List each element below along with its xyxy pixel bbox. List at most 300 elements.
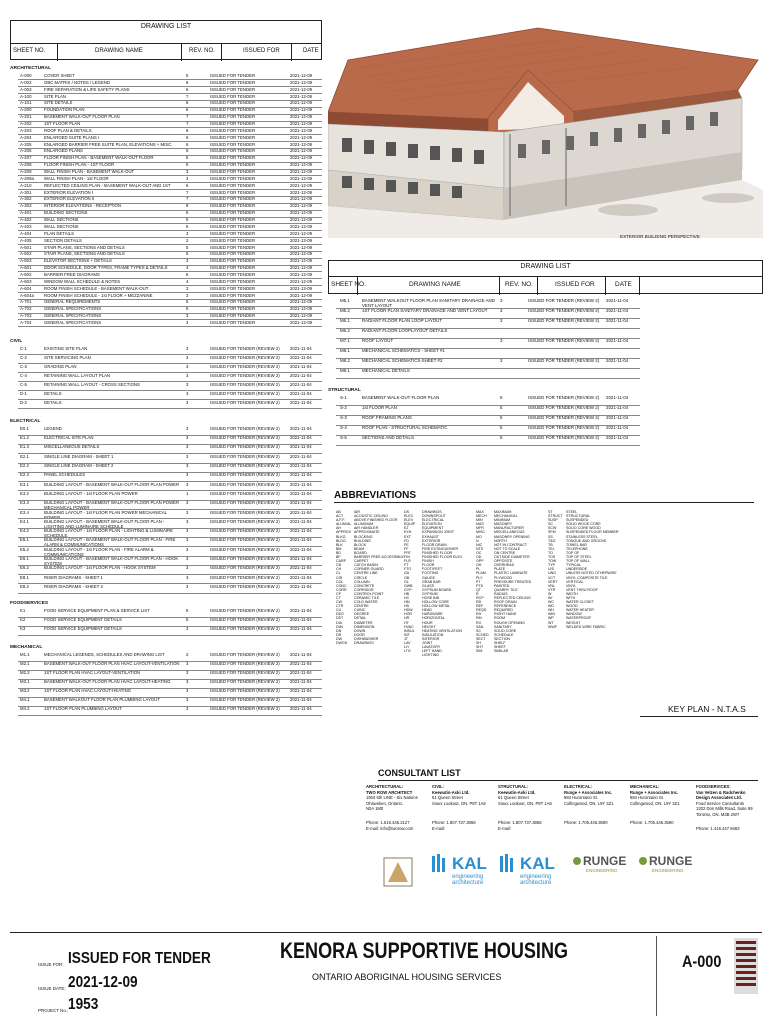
consultant-addr3 bbox=[564, 806, 628, 812]
drawing-name-cell: DETAILS bbox=[44, 399, 62, 405]
date-cell: 2021-12-09 bbox=[290, 196, 312, 202]
drawing-name-cell: ROOF PLAN & DETAILS bbox=[44, 127, 92, 133]
rev-no-cell: 3 bbox=[500, 338, 503, 343]
date-cell: 2021-12-09 bbox=[290, 127, 312, 133]
drawing-name-cell: FOOD SERVICE EQUIPMENT DETAILS bbox=[44, 626, 122, 632]
abbreviation-meaning: WOOD bbox=[566, 604, 578, 609]
issued-for-cell: ISSUED FOR TENDER bbox=[210, 189, 256, 195]
abbreviation-code: U/S bbox=[548, 567, 554, 572]
rev-no-cell: 3 bbox=[186, 175, 189, 181]
drawing-name-cell: BUILDING LAYOUT - BASEMENT WALK-OUT FLOOR PLAN POWER bbox=[44, 481, 180, 487]
abbreviation-code: BD bbox=[336, 550, 341, 555]
sheet-no-cell: E2.2 bbox=[20, 463, 29, 469]
abbreviation-code: ST bbox=[548, 510, 553, 514]
abbreviation-code: HOR bbox=[404, 612, 412, 617]
date-cell: 2021-12-09 bbox=[290, 210, 312, 216]
consultant-email[interactable] bbox=[564, 826, 628, 832]
drawing-name-cell: GENERAL REQUIREMENTS bbox=[44, 299, 101, 305]
sheet-no-cell: K2 bbox=[20, 617, 26, 623]
rev-no-cell: 6 bbox=[186, 210, 189, 216]
abbreviation-meaning: BARRIER FREE ACCESSIBLE bbox=[354, 555, 404, 560]
rev-no-cell: 5 bbox=[186, 155, 189, 161]
architect-logo bbox=[368, 852, 428, 910]
drawing-name-cell: FOOD SERVICE EQUIPMENT PLAN & SERVICE LIST bbox=[44, 608, 150, 614]
abbreviation-code: NTS bbox=[476, 546, 484, 551]
drawing-name-cell: RADIANT FLOOR PLAN LOOP LAYOUT bbox=[362, 318, 443, 323]
abbreviation-code: DR bbox=[336, 632, 342, 637]
abbreviation-meaning: INTERIOR bbox=[422, 636, 440, 641]
date-cell: 2021-12-09 bbox=[290, 223, 312, 229]
kal-logo-sub1: engineering bbox=[452, 874, 484, 880]
drawing-name-cell: BARRIER FREE DIAGRAMS bbox=[44, 271, 100, 277]
drawing-name-cell: RETAINING WALL LAYOUT - CROSS SECTIONS bbox=[44, 381, 140, 387]
consultant-entry bbox=[630, 784, 694, 831]
abbreviation-code: CH bbox=[336, 567, 342, 572]
sheet-no-cell: M4.1 bbox=[20, 697, 30, 703]
consultant-addr1: Food Service Consultants bbox=[696, 800, 744, 806]
abbreviation-meaning: DOWN bbox=[354, 628, 366, 633]
issued-for-cell: ISSUED FOR TENDER (REVIEW 2) bbox=[528, 358, 600, 363]
drawing-name-cell: FLOOR FINISH PLAN - 1ST FLOOR bbox=[44, 162, 115, 168]
consultant-email[interactable] bbox=[696, 831, 760, 837]
abbreviation-code: AH bbox=[336, 526, 341, 531]
consultant-phone: Phone: 1.519.445.2127 bbox=[366, 819, 410, 825]
consultant-name: Runge + Associates Inc. bbox=[630, 789, 679, 795]
abbreviation-code: CW bbox=[336, 600, 342, 605]
abbreviation-meaning: EXPANSION JOINT bbox=[422, 530, 455, 535]
abbreviation-code: SECT bbox=[476, 636, 486, 641]
abbreviation-code: EQUIP bbox=[404, 522, 416, 527]
abbreviation-code: VTR bbox=[548, 587, 556, 592]
issued-for-cell: ISSUED FOR TENDER bbox=[210, 244, 256, 250]
issued-for-cell: ISSUED FOR TENDER bbox=[210, 278, 256, 284]
issued-for-cell: ISSUED FOR TENDER (REVIEW 2) bbox=[210, 679, 280, 685]
abbreviation-code: ALUM/AL bbox=[336, 522, 352, 527]
abbreviation-meaning: BOARD bbox=[354, 550, 367, 555]
issued-for-cell: ISSUED FOR TENDER bbox=[210, 162, 256, 168]
date-cell: 2021-11-04 bbox=[290, 390, 312, 396]
date-cell bbox=[606, 348, 646, 358]
issued-for-cell: ISSUED FOR TENDER (REVIEW 2) bbox=[528, 435, 600, 440]
drawing-name-cell: STAIR PLANS, SECTIONS AND DETAILS bbox=[44, 251, 125, 257]
sheet-no-cell: M2.2 bbox=[20, 670, 30, 676]
abbreviation-code: CL bbox=[336, 571, 341, 576]
rev-no-cell: 3 bbox=[186, 372, 189, 378]
drawing-name-cell: OBC MATRIX / NOTES / LEGEND bbox=[44, 79, 111, 85]
date-cell: 2021-11-04 bbox=[606, 435, 629, 440]
issued-for-cell: ISSUED FOR TENDER (REVIEW 2) bbox=[210, 528, 280, 534]
abbreviation-code: RH bbox=[476, 612, 482, 617]
rev-no-cell: 7 bbox=[186, 189, 189, 195]
issued-for-cell: ISSUED FOR TENDER (REVIEW 2) bbox=[210, 472, 280, 478]
consultant-phone: Phone: 1.807.737.3858 bbox=[432, 819, 476, 825]
abbreviation-code: TOW bbox=[548, 559, 557, 564]
sheet-no-cell: A-206 bbox=[20, 148, 32, 154]
rev-no-cell: 5 bbox=[186, 299, 189, 305]
date-cell: 2021-12-09 bbox=[290, 265, 312, 271]
drawing-name-cell: SITE SERVICING PLAN bbox=[44, 354, 91, 360]
date-cell: 2021-12-09 bbox=[290, 93, 312, 99]
rev-no-cell: 7 bbox=[186, 121, 189, 127]
issued-for-cell: ISSUED FOR TENDER (REVIEW 2) bbox=[210, 345, 280, 351]
abbreviation-code: SCW bbox=[548, 526, 557, 531]
issued-for-cell: ISSUED FOR TENDER bbox=[210, 73, 256, 78]
rev-no-cell: 8 bbox=[186, 203, 189, 209]
sheet-no-cell: M6.2 bbox=[340, 328, 350, 333]
abbreviation-meaning: HEIGHT bbox=[422, 624, 436, 629]
abbreviation-meaning: REFLECTED CEILING bbox=[494, 595, 531, 600]
abbreviation-meaning: HOLLOW CORE bbox=[422, 600, 449, 605]
consultant-role: ARCHITECTURAL: bbox=[366, 784, 404, 789]
sheet-no-cell: E8.1 bbox=[20, 574, 29, 580]
issued-for-cell: ISSUED FOR TENDER bbox=[210, 114, 256, 120]
abbreviation-code: SAN bbox=[476, 624, 484, 629]
drawing-name-cell: 1ST FLOOR PLAN PLUMBING LAYOUT bbox=[44, 706, 122, 712]
abbreviation-meaning: MECHANICAL bbox=[494, 514, 518, 519]
consultant-addr2: Collingwood, ON. L9Y 3Z1 bbox=[564, 800, 614, 806]
date-cell: 2021-12-09 bbox=[290, 162, 312, 168]
sheet-no-cell: E5.2 bbox=[20, 546, 29, 552]
abbreviation-meaning: UNDERSIDE bbox=[566, 567, 588, 572]
sheet-no-cell: E6.1 bbox=[20, 556, 29, 562]
consultant-addr1: 884 Hurontario St. bbox=[564, 795, 598, 801]
abbreviation-meaning: SHEET bbox=[494, 645, 506, 650]
consultant-name: Runge + Associates Inc. bbox=[564, 789, 613, 795]
drawing-name-cell: ENLARGED SUITE PLANS I bbox=[44, 134, 100, 140]
date-cell: 2021-11-04 bbox=[290, 463, 312, 469]
right-col-rev-no: REV. NO. bbox=[505, 281, 533, 288]
rev-no-cell: 7 bbox=[186, 196, 189, 202]
abbreviation-meaning: CUBIC bbox=[354, 608, 366, 613]
drawing-name-cell: BUILDING SECTIONS bbox=[44, 210, 88, 216]
drawing-name-cell: SECTION DETAILS bbox=[44, 237, 82, 243]
issued-for-cell bbox=[528, 368, 602, 378]
abbreviation-code: CARP bbox=[336, 559, 346, 564]
drawing-name-cell: BUILDING LAYOUT - BASEMENT WALK-OUT FLOOR PLAN - HOOK SYSTEM bbox=[44, 556, 179, 566]
abbreviation-column bbox=[494, 510, 531, 653]
right-col-sheet-no: SHEET NO. bbox=[331, 281, 366, 288]
date-cell: 2021-11-04 bbox=[606, 395, 629, 400]
abbreviation-code: A.F.F. bbox=[336, 518, 345, 523]
drawing-name-cell: SINGLE LINE DIAGRAM - SHEET 2 bbox=[44, 463, 114, 469]
col-sheet-no: SHEET NO. bbox=[13, 48, 46, 54]
abbreviation-code: OD bbox=[476, 555, 482, 560]
runge-logo-text: RUNGE bbox=[583, 854, 627, 868]
abbreviation-meaning: ON CENTRE bbox=[494, 550, 516, 555]
rev-no-cell: 5 bbox=[500, 395, 503, 400]
kal-logo-structural bbox=[500, 854, 564, 886]
date-cell: 2021-12-09 bbox=[290, 148, 312, 154]
issued-for-cell: ISSUED FOR TENDER (REVIEW 2) bbox=[528, 425, 600, 430]
date-cell: 2021-12-09 bbox=[290, 141, 312, 147]
date-cell: 2021-11-04 bbox=[290, 583, 312, 589]
date-cell: 2021-11-04 bbox=[606, 415, 629, 420]
section-label: FOODSERVICES bbox=[10, 601, 49, 607]
abbreviation-meaning: PAINTED bbox=[494, 583, 510, 588]
sheet-no-cell: A-503 bbox=[20, 258, 32, 264]
sheet-no-cell: S-4 bbox=[340, 425, 347, 430]
abbreviation-code: WH bbox=[548, 608, 554, 613]
abbreviation-code: MFR bbox=[476, 526, 484, 531]
date-cell: 2021-11-04 bbox=[290, 399, 312, 405]
sheet-no-cell: E4.2 bbox=[20, 528, 29, 534]
date-cell: 2021-11-04 bbox=[290, 345, 312, 351]
abbreviation-code: GB bbox=[404, 575, 410, 580]
issued-for-cell: ISSUED FOR TENDER bbox=[210, 251, 256, 257]
date-cell: 2021-12-09 bbox=[290, 237, 312, 243]
sheet-no-cell: A-704 bbox=[20, 319, 32, 325]
abbreviation-code: GL bbox=[404, 579, 409, 584]
abbreviation-code: HVAC bbox=[404, 624, 414, 629]
drawing-name-cell: INTERIOR ELEVATIONS - RECEPTION bbox=[44, 203, 121, 209]
abbreviation-meaning: FIRE EXTINGUISHER bbox=[422, 546, 459, 551]
date-cell: 2021-11-04 bbox=[606, 405, 629, 410]
abbreviation-meaning: MASONRY bbox=[494, 522, 513, 527]
issued-for-cell: ISSUED FOR TENDER bbox=[210, 127, 256, 133]
sheet-no-cell: A-404 bbox=[20, 230, 32, 236]
abbreviation-meaning: FINISHED FLOOR bbox=[422, 550, 453, 555]
runge-logo-electrical bbox=[572, 854, 636, 873]
abbreviation-code: ELEV bbox=[404, 518, 414, 523]
rev-no-cell: 5 bbox=[186, 162, 189, 168]
issued-for-cell: ISSUED FOR TENDER (REVIEW 2) bbox=[210, 363, 280, 369]
drawing-name-cell: BUILDING LAYOUT - 1st FLOOR PLAN POWER MECHANICAL POWER bbox=[44, 509, 167, 519]
date-cell: 2021-12-09 bbox=[290, 169, 312, 175]
issued-for-cell: ISSUED FOR TENDER (REVIEW 2) bbox=[210, 626, 280, 632]
sheet-number: A-000 bbox=[682, 952, 722, 971]
rev-no-cell: 5 bbox=[186, 251, 189, 257]
drawing-name-cell: BUILDING LAYOUT - 1st FLOOR PLAN - LIGHTING & LUMINAIRE SCHEDULE bbox=[44, 528, 174, 538]
abbreviation-meaning: AIR bbox=[354, 510, 360, 514]
drawing-name-cell: DETAILS bbox=[44, 390, 62, 396]
abbreviation-meaning: JOINT bbox=[422, 641, 433, 645]
col-drawing-name: DRAWING NAME bbox=[95, 48, 143, 54]
abbreviation-code: ACT bbox=[336, 514, 344, 519]
rev-no-cell: 3 bbox=[186, 319, 189, 325]
rev-no-cell: 3 bbox=[186, 661, 189, 667]
issued-for-cell: ISSUED FOR TENDER bbox=[210, 175, 256, 181]
drawing-name-cell: FIRE SEPARATION & LIFE SAFETY PLANS bbox=[44, 86, 130, 92]
abbreviation-meaning: WINDOW bbox=[566, 612, 582, 617]
rev-no-cell: 3 bbox=[186, 556, 189, 562]
abbreviation-meaning: HARDWARE bbox=[422, 612, 443, 617]
date-cell: 2021-11-04 bbox=[290, 481, 312, 487]
consultant-addr2: Collingwood, ON. L9Y 3Z1 bbox=[630, 800, 680, 806]
abbreviation-code: PT bbox=[476, 579, 481, 584]
rev-no-cell: 3 bbox=[186, 528, 189, 534]
drawing-name-cell: BUILDING LAYOUT - 1st FLOOR PLAN POWER bbox=[44, 490, 138, 496]
abbreviation-meaning: AIR HANDLER bbox=[354, 526, 379, 531]
abbreviation-code: SFM bbox=[548, 530, 556, 535]
sheet-no-cell: C-1 bbox=[20, 345, 27, 351]
drawing-name-cell: SITE DETAILS bbox=[44, 100, 73, 106]
rev-no-cell: 6 bbox=[186, 134, 189, 140]
abbreviation-code: ELEC bbox=[404, 514, 414, 519]
drawing-name-cell: FLOOR FINISH PLAN - BASEMENT WALK-OUT FLOOR bbox=[44, 155, 154, 161]
abbreviation-meaning: FINISH bbox=[422, 559, 434, 564]
date-cell: 2021-11-04 bbox=[290, 537, 312, 543]
abbreviation-meaning: DEGREE bbox=[354, 612, 370, 617]
rev-no-cell: 3 bbox=[186, 697, 189, 703]
rev-no-cell: 1 bbox=[186, 490, 189, 496]
abbreviation-meaning: FOOTING bbox=[422, 571, 439, 576]
date-cell: 2021-12-09 bbox=[290, 251, 312, 257]
abbreviation-code: UNO bbox=[548, 571, 556, 576]
abbreviation-meaning: SUSPENDED FLOOR MEMBER bbox=[566, 530, 619, 535]
abbreviation-code: W/ bbox=[548, 595, 553, 600]
abbreviation-meaning: GYPSUM BOARD bbox=[422, 587, 452, 592]
issued-for-cell: ISSUED FOR TENDER bbox=[210, 121, 256, 127]
abbreviation-code: MECH bbox=[476, 514, 487, 519]
sheet-no-cell: A-501 bbox=[20, 244, 32, 250]
sheet-no-cell: E4.1 bbox=[20, 518, 29, 524]
rev-no-cell: 5 bbox=[500, 405, 503, 410]
drawing-name-cell: REFLECTED CEILING PLAN - BASEMENT WALK-OUT AND 1ST bbox=[44, 182, 171, 188]
drawing-name-cell: BASEMENT WALK-OUT FLOOR PLAN bbox=[362, 395, 440, 400]
sheet-no-cell: A-002 bbox=[20, 79, 32, 85]
abbreviation-meaning: OVERHEAD bbox=[494, 563, 515, 568]
date-cell: 2021-11-04 bbox=[290, 354, 312, 360]
date-cell: 2021-12-09 bbox=[290, 121, 312, 127]
sheet-no-cell: M9.1 bbox=[340, 368, 350, 373]
abbreviation-meaning: ROUGH OPENING bbox=[494, 620, 525, 625]
abbreviation-code: FLR bbox=[404, 559, 411, 564]
drawing-name-cell: BASEMENT WALK-OUT FLOOR PLAN HVAC LAYOUT-VENTILATION bbox=[44, 661, 180, 667]
issued-for-cell: ISSUED FOR TENDER (REVIEW 2) bbox=[528, 298, 600, 303]
consultant-entry bbox=[432, 784, 496, 831]
date-cell: 2021-11-04 bbox=[290, 574, 312, 580]
rev-no-cell: 3 bbox=[186, 444, 189, 450]
abbreviation-code: MAX bbox=[476, 510, 484, 514]
drawing-name-cell: ENLARGED BARRIER FREE SUITE PLAN, ELEVATIONS + MISC. bbox=[44, 141, 173, 147]
issued-for-cell: ISSUED FOR TENDER (REVIEW 2) bbox=[528, 405, 600, 410]
sheet-no-cell: E0.1 bbox=[20, 425, 29, 431]
sheet-no-cell: A-303 bbox=[20, 203, 32, 209]
rev-no-cell: 5 bbox=[186, 617, 189, 623]
issued-for-cell: ISSUED FOR TENDER bbox=[210, 237, 256, 243]
sheet-no-cell: A-208 bbox=[20, 162, 32, 168]
abbreviation-code: CIR bbox=[336, 575, 343, 580]
rev-no-cell: 3 bbox=[186, 258, 189, 264]
abbreviation-code: SS bbox=[548, 534, 553, 539]
abbreviation-meaning: LAVATORY bbox=[422, 645, 441, 650]
abbreviation-meaning: NOT TO SCALE bbox=[494, 546, 521, 551]
sheet-no-cell: M8.2 bbox=[340, 358, 350, 363]
issued-for-cell: ISSUED FOR TENDER (REVIEW 2) bbox=[210, 546, 280, 552]
drawing-name-cell: MECHANICAL LEGENDS, SCHEDULES AND DRAWING LIST bbox=[44, 652, 165, 658]
issued-for-cell: ISSUED FOR TENDER (REVIEW 2) bbox=[210, 617, 280, 623]
date-cell: 2021-11-04 bbox=[606, 318, 629, 323]
date-cell: 2021-11-04 bbox=[606, 338, 629, 343]
sheet-no-cell: A-403 bbox=[20, 223, 32, 229]
date-cell: 2021-11-04 bbox=[290, 617, 312, 623]
section-label: MECHANICAL bbox=[10, 645, 43, 651]
drawing-name-cell: BUILDING LAYOUT - BASEMENT WALK-OUT FLOOR PLAN - LIGHTING AND LUMINAIRE SCHEDULE bbox=[44, 518, 165, 529]
drawing-name-cell: BUILDING LAYOUT - 1st FLOOR PLAN - HOOK SYSTEM bbox=[44, 565, 156, 571]
abbreviation-meaning: STEEL bbox=[566, 510, 578, 514]
abbreviation-meaning: WATER HEATER bbox=[566, 608, 594, 613]
rev-no-cell: 4 bbox=[186, 278, 189, 284]
sheet-no-cell: A-204 bbox=[20, 134, 32, 140]
abbreviation-code: PLAM bbox=[476, 571, 486, 576]
section-label: ARCHITECTURAL bbox=[10, 66, 52, 71]
drawing-name-cell: ROOF FRAMING PLANS bbox=[362, 415, 412, 420]
sheet-no-cell: A-302 bbox=[20, 196, 32, 202]
abbreviation-meaning: INSULATION bbox=[422, 632, 444, 637]
abbreviation-code: SC bbox=[548, 522, 553, 527]
issued-for-cell: ISSUED FOR TENDER bbox=[210, 107, 256, 113]
issued-for-cell: ISSUED FOR TENDER bbox=[210, 217, 256, 223]
abbreviation-code: W bbox=[548, 591, 552, 596]
sheet-no-cell: D-2 bbox=[20, 399, 27, 405]
abbreviation-column bbox=[548, 510, 563, 629]
consultant-email[interactable] bbox=[630, 826, 694, 832]
sheet-no-cell: M8.1 bbox=[340, 348, 350, 353]
rev-no-cell: 3 bbox=[186, 472, 189, 478]
issued-for-cell: ISSUED FOR TENDER (REVIEW 2) bbox=[210, 453, 280, 459]
abbreviation-meaning: GYPSUM bbox=[422, 591, 438, 596]
abbreviation-meaning: FLOOR DRAIN bbox=[422, 542, 447, 547]
rev-no-cell: 3 bbox=[186, 583, 189, 589]
abbreviation-meaning: CENTRE LINE bbox=[354, 571, 378, 576]
abbreviation-meaning: CATCH BASIN bbox=[354, 563, 378, 568]
abbreviation-code: APPROX bbox=[336, 530, 351, 535]
date-cell: 2021-12-09 bbox=[290, 107, 312, 113]
date-cell: 2021-11-04 bbox=[290, 518, 312, 524]
consultant-email[interactable]: E-mail: bbox=[498, 825, 512, 831]
date-cell: 2021-11-04 bbox=[290, 626, 312, 632]
abbreviation-code: EJ bbox=[404, 526, 409, 531]
right-list-title: DRAWING LIST bbox=[520, 263, 571, 270]
abbreviation-code: DET bbox=[336, 616, 344, 621]
drawing-name-cell: ELECTRICAL SITE PLAN bbox=[44, 435, 94, 441]
abbreviation-column bbox=[336, 510, 351, 645]
date-cell: 2021-12-09 bbox=[290, 182, 312, 188]
sheet-no-cell: A-203 bbox=[20, 127, 32, 133]
issued-for-cell: ISSUED FOR TENDER bbox=[210, 79, 256, 85]
abbreviation-meaning: WIDTH bbox=[566, 591, 578, 596]
issued-for-cell: ISSUED FOR TENDER (REVIEW 2) bbox=[528, 308, 600, 313]
drawing-name-cell: EXISTING SITE PLAN bbox=[44, 345, 88, 351]
drawing-name-cell: ROOF LAYOUT bbox=[362, 338, 394, 343]
abbreviation-meaning: STRUCTURAL bbox=[566, 514, 591, 519]
abbreviation-code: OPP bbox=[476, 559, 484, 564]
kal-logo-sub1-2: engineering bbox=[520, 874, 552, 880]
abbreviation-code: MISC bbox=[476, 530, 485, 535]
date-cell: 2021-11-04 bbox=[290, 528, 312, 534]
rev-no-cell: 5 bbox=[500, 425, 503, 430]
consultant-role: STRUCTURAL: bbox=[498, 784, 529, 789]
issued-for-cell: ISSUED FOR TENDER (REVIEW 2) bbox=[210, 381, 280, 387]
consultant-logos bbox=[366, 850, 760, 914]
consultant-email[interactable]: E-mail: bbox=[432, 825, 446, 831]
date-cell: 2021-11-04 bbox=[606, 358, 629, 363]
rev-no-cell: 5 bbox=[186, 223, 189, 229]
issued-for-cell: ISSUED FOR TENDER (REVIEW 2) bbox=[210, 481, 280, 487]
abbreviation-meaning: DRAWINGS bbox=[422, 510, 442, 514]
issued-for-cell: ISSUED FOR TENDER bbox=[210, 196, 256, 202]
abbreviation-column bbox=[404, 510, 415, 653]
consultant-email[interactable]: E-mail: info@tworow.com bbox=[366, 825, 414, 831]
abbreviation-meaning: PLASTIC LAMINATE bbox=[494, 571, 528, 576]
sheet-no-cell: A-401 bbox=[20, 210, 32, 216]
consultant-phone: Phone: 1.705.446.3590 bbox=[630, 819, 674, 825]
drawing-name-cell: 1ST FLOOR PLAN bbox=[44, 121, 81, 127]
date-cell: 2021-12-09 bbox=[290, 114, 312, 120]
rev-no-cell: 3 bbox=[186, 574, 189, 580]
abbreviation-code: WD bbox=[548, 604, 554, 609]
drawing-name-cell: COVER SHEET bbox=[44, 73, 75, 78]
